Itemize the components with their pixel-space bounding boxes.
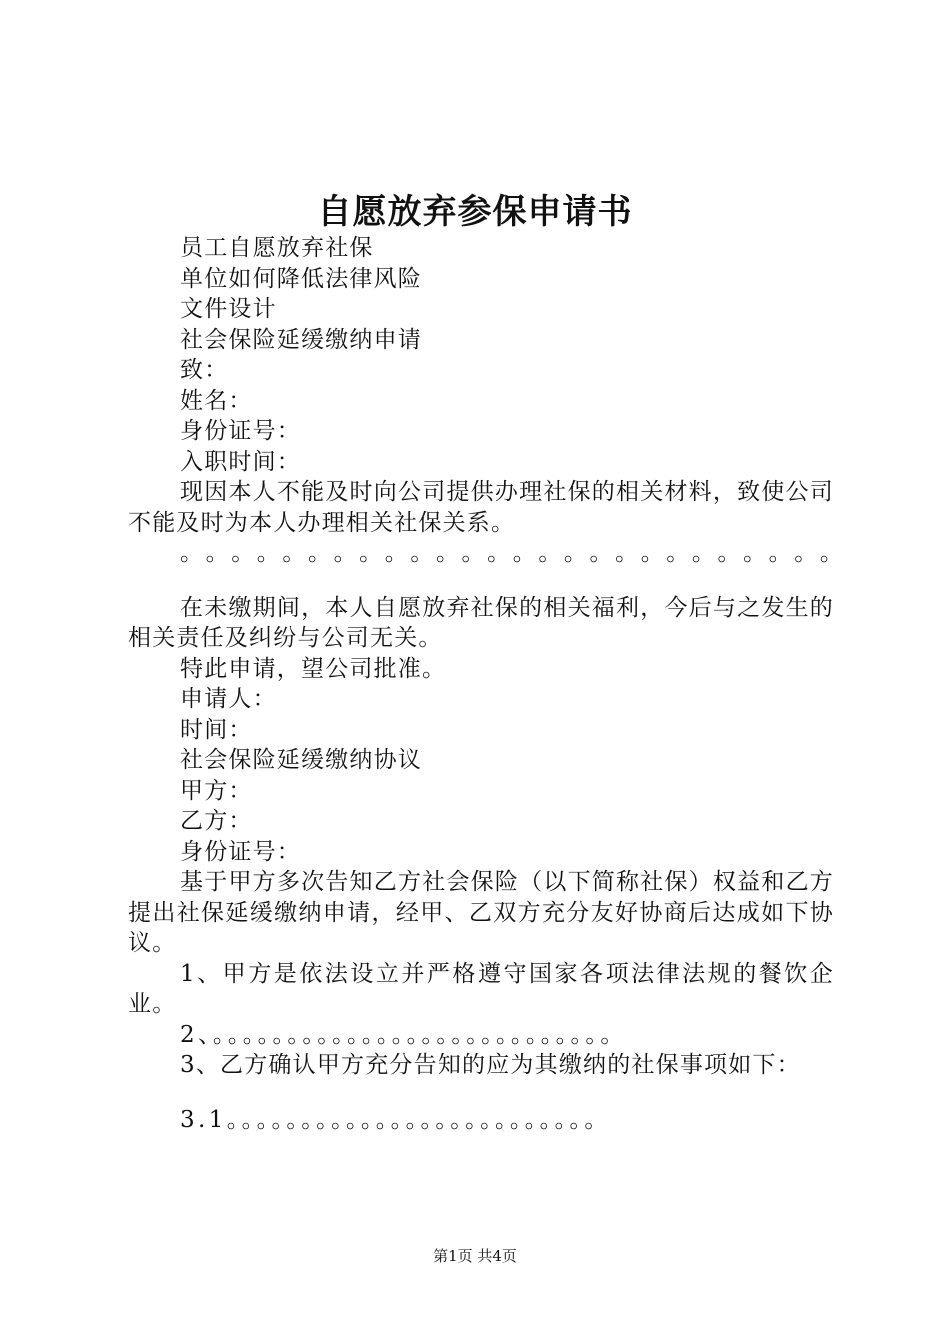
heading-line: 单位如何降低法律风险 xyxy=(180,265,422,292)
party-a-field: 甲方： xyxy=(180,777,253,804)
name-field: 姓名： xyxy=(180,387,253,414)
ellipsis-mark: 。 xyxy=(359,540,383,566)
ellipsis-mark: 。 xyxy=(282,540,306,566)
ellipsis-mark: 。 xyxy=(666,540,690,566)
ellipsis-mark: 。 xyxy=(333,540,357,566)
clause-3-1: 3.1。。。。。。。。。。。。。。。。。。。。。。。。。 xyxy=(180,1106,611,1133)
document-title: 自愿放弃参保申请书 xyxy=(317,192,633,232)
clause-3: 3、乙方确认甲方充分告知的应为其缴纳的社保事项如下： xyxy=(180,1052,801,1078)
ellipsis-mark: 。 xyxy=(410,540,434,566)
agreement-intro-paragraph: 基于甲方多次告知乙方社会保险（以下简称社保）权益和乙方提出社保延缓缴纳申请，经甲、乙双方充分友好协商后达成如下协议。 xyxy=(128,869,834,956)
ellipsis-mark: 。 xyxy=(563,540,587,566)
reason-paragraph: 现因本人不能及时向公司提供办理社保的相关材料，致使公司不能及时为本人办理相关社保关系。 xyxy=(128,479,834,536)
ellipsis-mark: 。 xyxy=(180,540,203,566)
ellipsis-mark: 。 xyxy=(640,540,664,566)
party-b-id-field: 身份证号： xyxy=(180,838,301,865)
ellipsis-mark: 。 xyxy=(717,540,741,566)
applicant-field: 申请人： xyxy=(180,686,277,712)
ellipsis-mark: 。 xyxy=(819,540,843,566)
ellipsis-mark: 。 xyxy=(205,540,229,566)
ellipsis-mark: 。 xyxy=(743,540,767,566)
date-field: 时间： xyxy=(180,716,253,743)
ellipsis-mark: 。 xyxy=(589,540,613,566)
id-number-field: 身份证号： xyxy=(180,418,301,444)
ellipsis-mark: 。 xyxy=(615,540,639,566)
waiver-paragraph: 在未缴期间，本人自愿放弃社保的相关福利，今后与之发生的相关责任及纠纷与公司无关。 xyxy=(128,594,834,651)
request-line: 特此申请，望公司批准。 xyxy=(180,655,447,682)
ellipsis-mark: 。 xyxy=(435,540,459,566)
ellipsis-mark: 。 xyxy=(512,540,536,566)
clause-1: 1、甲方是依法设立并严格遵守国家各项法律法规的餐饮企业。 xyxy=(128,960,834,1017)
party-b-field: 乙方： xyxy=(180,808,253,834)
ellipsis-line xyxy=(128,538,843,569)
ellipsis-mark: 。 xyxy=(768,540,792,566)
ellipsis-mark: 。 xyxy=(487,540,511,566)
ellipsis-mark: 。 xyxy=(384,540,408,566)
recipient-field: 致： xyxy=(180,357,229,383)
document-body xyxy=(128,233,843,1135)
page-footer: 第1页 共4页 xyxy=(433,1247,517,1265)
ellipsis-mark: 。 xyxy=(538,540,562,566)
clause-2: 2、。。。。。。。。。。。。。。。。。。。。。。。。。。。 xyxy=(180,1021,627,1048)
heading-line: 员工自愿放弃社保 xyxy=(180,235,374,261)
ellipsis-mark: 。 xyxy=(691,540,715,566)
ellipsis-mark: 。 xyxy=(461,540,485,566)
application-heading: 社会保险延缓缴纳申请 xyxy=(180,326,422,353)
hire-date-field: 入职时间： xyxy=(180,448,301,475)
ellipsis-mark: 。 xyxy=(794,540,818,566)
ellipsis-mark: 。 xyxy=(307,540,331,566)
agreement-heading: 社会保险延缓缴纳协议 xyxy=(180,747,422,773)
heading-line: 文件设计 xyxy=(180,296,277,322)
ellipsis-mark: 。 xyxy=(231,540,255,566)
ellipsis-mark: 。 xyxy=(256,540,280,566)
